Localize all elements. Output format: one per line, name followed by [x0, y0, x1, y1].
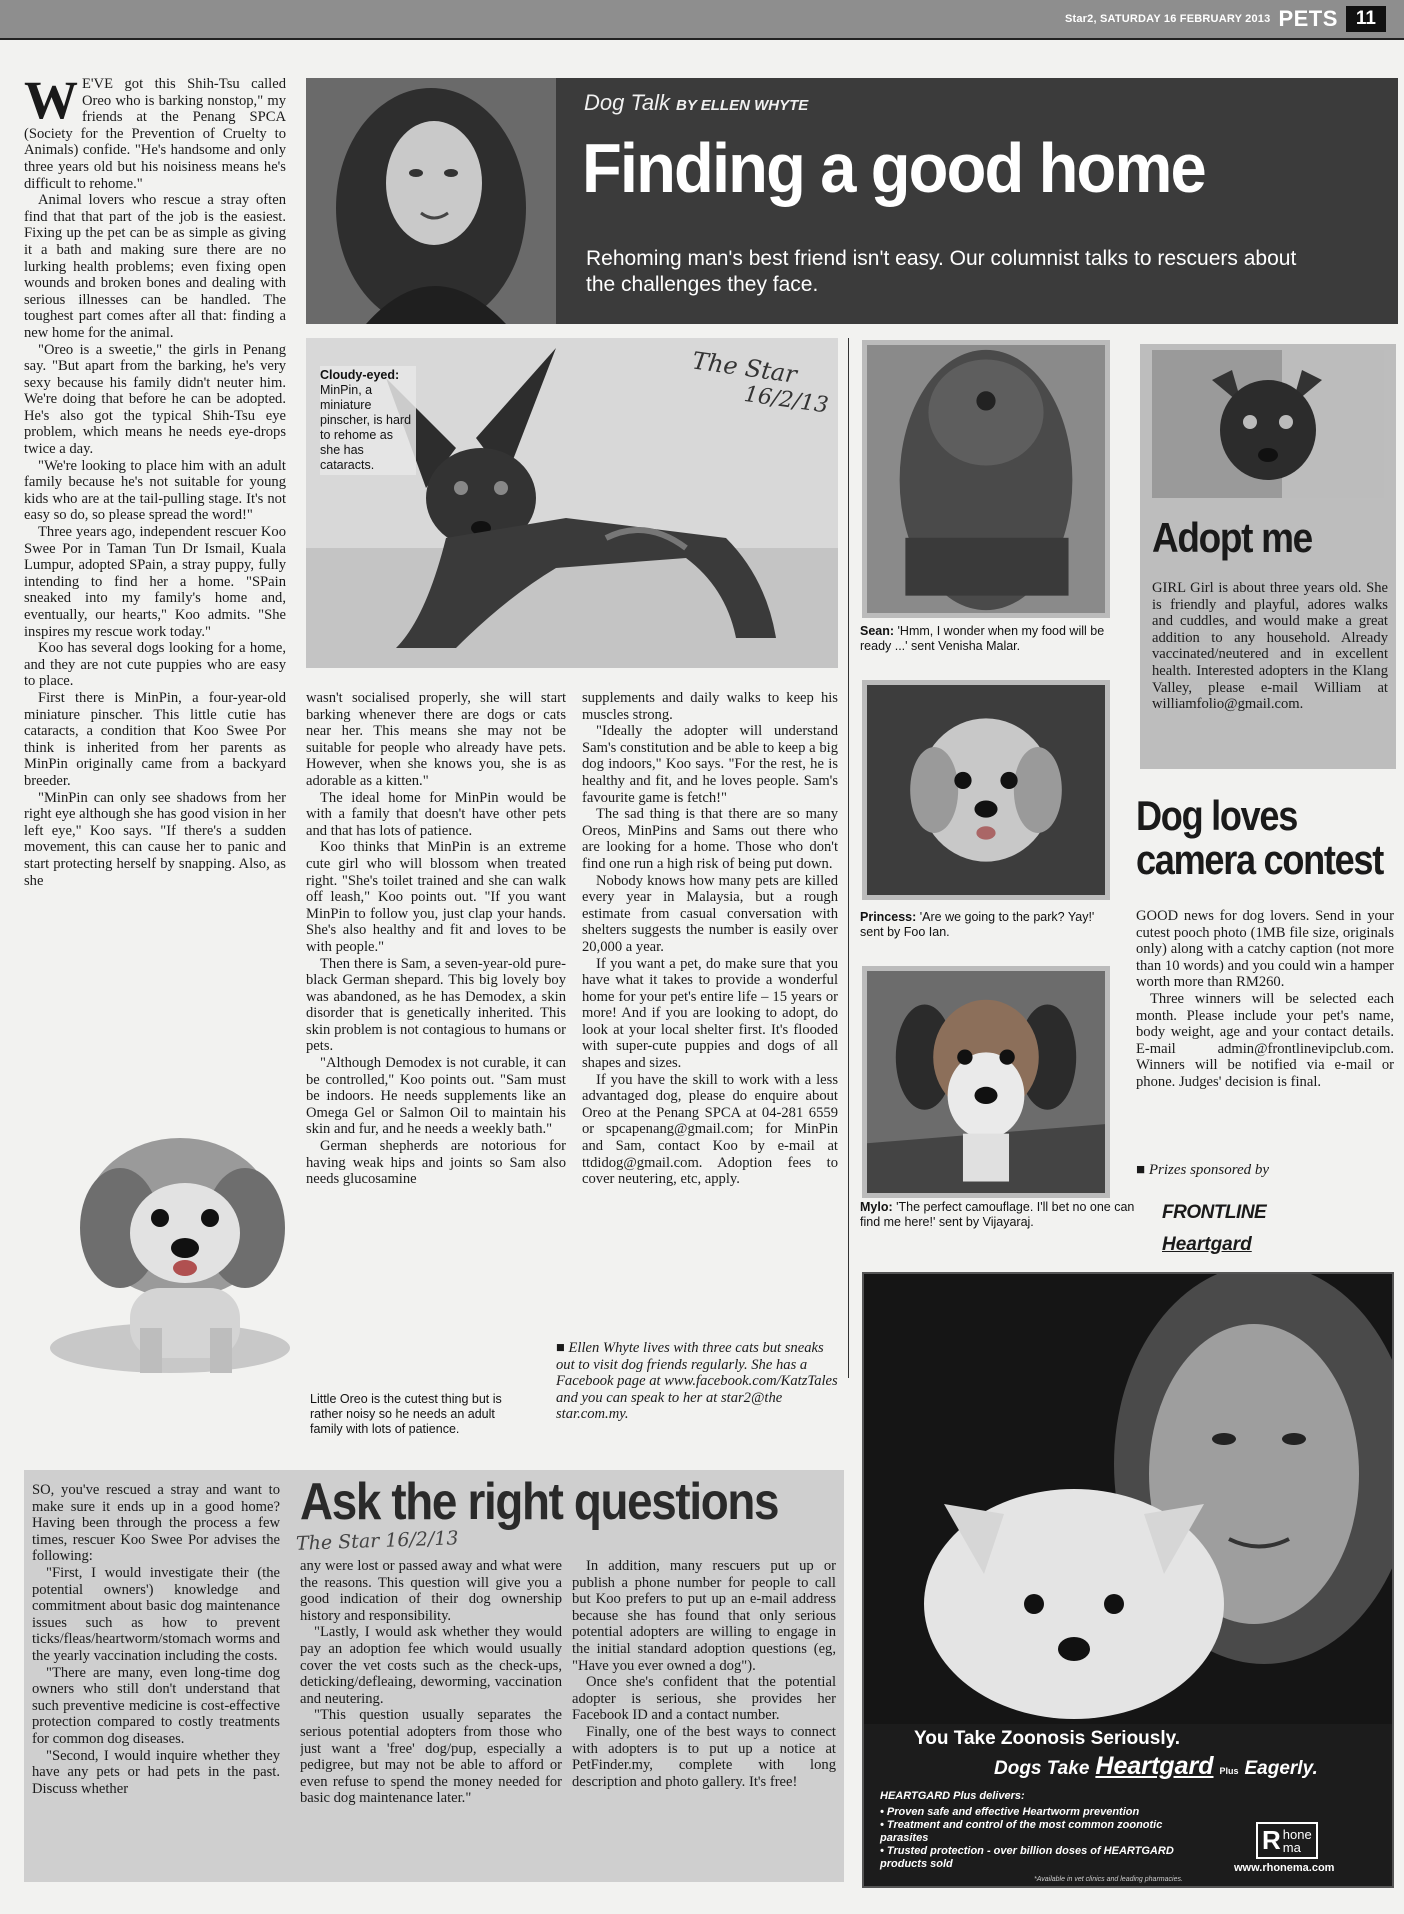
ad-tagline-2 — [994, 1752, 1318, 1781]
caption-lead: Mylo: — [860, 1200, 893, 1214]
article-paragraph: "We're looking to place him with an adult family because he's not suitable for young kids who are at the tail-pulling stage. It's not easy so do, so please spread the word!" — [24, 457, 286, 524]
bullet-icon: ■ — [1136, 1162, 1149, 1178]
heartgard-logo: Heartgard — [1162, 1234, 1252, 1255]
rhonema-logo — [1256, 1822, 1318, 1859]
caption-lead: Sean: — [860, 624, 895, 638]
columnist-photo — [306, 78, 556, 324]
sidebar-paragraph: "Lastly, I would ask whether they would pay an adoption fee which would usually cover the vet costs such as the check-ups, deticking/defleaing, deworming, vaccination and neutering. — [300, 1624, 562, 1707]
princess-caption — [860, 910, 1115, 940]
article-paragraph: "MinPin can only see shadows from her right eye although she has good vision in her left eye," Koo says. "If there's a sudden movement, this can cause her to panic and start protecting herself by snapping. Also, as she — [24, 789, 286, 889]
page-header-bar — [0, 0, 1404, 40]
caption-text: MinPin, a miniature pinscher, is hard to rehome as she has cataracts. — [320, 383, 412, 472]
sidebar-box — [24, 1470, 844, 1882]
contest-title-line: Dog loves — [1136, 792, 1298, 839]
ad-tagline-2b: Eagerly. — [1244, 1758, 1318, 1779]
ad-website: www.rhonema.com — [1234, 1862, 1335, 1874]
article-paragraph: First there is MinPin, a four-year-old miniature pinscher. This little cutie has cataracts, a condition that Koo Swee Por think is inherited from her parents as MinPin originally came from a backyard breeder. — [24, 689, 286, 789]
sidebar-headline: Ask the right questions — [300, 1473, 779, 1531]
ad-footnote: *Available in vet clinics and leading pharmacies. — [1034, 1876, 1183, 1883]
article-paragraph: "Oreo is a sweetie," the girls in Penang say. "But apart from the barking, he's very sexy because his family didn't neuter him. We're doing that before he can be adopted. He's also got the typical Shih-Tsu eye problem, which means he needs eye-drops twice a day. — [24, 341, 286, 458]
ad-bullet-text: Trusted protection - over billion doses of HEARTGARD products sold — [880, 1845, 1174, 1870]
frontline-logo: FRONTLINE — [1162, 1202, 1267, 1223]
article-paragraph: German shepherds are notorious for having weak hips and joints so Sam also needs glucosamine — [306, 1138, 566, 1188]
dateline: Star2, SATURDAY 16 FEBRUARY 2013 — [1064, 13, 1271, 25]
contest-paragraph: Three winners will be selected each month. Please include your pet's name, body weight, age and your contact details. E-mail admin@frontlinevipclub.com. Winners will be notified via e-mail or phone. Judges' decision is final. — [1136, 990, 1394, 1090]
ad-delivers: HEARTGARD Plus delivers: — [880, 1790, 1025, 1802]
sidebar-paragraph: any were lost or passed away and what were the reasons. This question will give you a good indication of their dog ownership history and responsibility. — [300, 1558, 562, 1624]
drop-cap: W — [24, 76, 78, 130]
contest-title-line: camera contest — [1136, 836, 1383, 883]
headline: Finding a good home — [582, 129, 1205, 207]
ad-tagline-1: You Take Zoonosis Seriously. — [914, 1728, 1181, 1749]
oreo-caption: Little Oreo is the cutest thing but is rather noisy so he needs an adult family with lots of patience. — [310, 1392, 502, 1436]
sidebar-column-3 — [572, 1558, 836, 1876]
sidebar-column-1 — [32, 1482, 280, 1876]
girl-photo — [1152, 350, 1384, 498]
mylo-caption — [860, 1200, 1138, 1230]
caption-text: 'The perfect camouflage. I'll bet no one can find me here!' sent by Vijayaraj. — [860, 1200, 1135, 1229]
article-paragraph: supplements and daily walks to keep his muscles strong. — [582, 690, 838, 723]
oreo-photo — [20, 1108, 292, 1383]
article-column-1 — [24, 76, 286, 1101]
author-bio — [556, 1340, 838, 1423]
heartgard-ad — [862, 1272, 1394, 1888]
ad-bullets — [880, 1806, 1210, 1871]
sidebar-paragraph: "First, I would investigate their (the potential owners') knowledge and commitment about basic dog maintenance issues such as how to prevent ticks/fleas/heartworm/stomach worms and the yearly vaccination including the costs. — [32, 1564, 280, 1664]
article-paragraph: Three years ago, independent rescuer Koo Swee Por in Taman Tun Dr Ismail, Kuala Lumpur, adopted SPain, a stray puppy, fully intending to find her a home. "SPain sneaked into my family's home and, eventually, our hearts," Koo admits. "She inspires my rescue work today." — [24, 524, 286, 640]
ad-bullet: • Treatment and control of the most common zoonotic parasites — [880, 1819, 1163, 1844]
handwritten-note-2: The Star 16/2/13 — [295, 1527, 459, 1555]
article-paragraph: E'VE got this Shih-Tsu called Oreo who is barking nonstop," my friends at the Penang SPCA (Society for the Prevention of Cruelty to Animals) confide. "He's handsome and only three years old but his noisiness means he's difficult to rehome." — [24, 76, 286, 192]
ad-brand-sub: Plus — [1219, 1766, 1239, 1776]
ad-bullet-text: Treatment and control of the most common zoonotic parasites — [880, 1819, 1163, 1844]
article-paragraph: Koo has several dogs looking for a home, and they are not cute puppies who are easy to place. — [24, 640, 286, 690]
article-paragraph: The sad thing is that there are so many Oreos, MinPins and Sams out there who are looking for a home. Those who don't find one run a high risk of being put down. — [582, 806, 838, 872]
ad-brand: Heartgard — [1095, 1752, 1214, 1780]
article-paragraph: "Although Demodex is not curable, it can be controlled," Koo points out. "Sam must be indoors. He needs supplements like an Omega Gel or Salmon Oil to maintain his skin and fur, and he needs a weekly bath." — [306, 1055, 566, 1138]
section-label: PETS — [1278, 6, 1338, 31]
contest-body — [1136, 908, 1394, 1148]
contest-title — [1136, 792, 1383, 883]
princess-photo — [862, 680, 1110, 900]
sean-photo — [862, 340, 1110, 618]
caption-text: 'Are we going to the park? Yay!' sent by Foo Ian. — [860, 910, 1095, 939]
ad-bullet: • Proven safe and effective Heartworm prevention — [880, 1806, 1140, 1818]
rhonema-logo-r: R — [1262, 1825, 1281, 1855]
kicker: Dog Talk — [584, 90, 671, 115]
ad-photo — [864, 1274, 1392, 1724]
article-paragraph: Nobody knows how many pets are killed every year in Malaysia, but a rough estimate from casual conversation with shelters suggests the number is easily over 20,000 a year. — [582, 872, 838, 955]
adopt-me-title: Adopt me — [1152, 514, 1312, 561]
page-number: 11 — [1346, 6, 1386, 32]
handwritten-line: The Star — [690, 346, 799, 389]
article-paragraph: If you have the skill to work with a less advantaged dog, please do enquire about Oreo at the Penang SPCA at 04-281 6559 or spcapenang@gmail.com; for MinPin and Sam, contact Koo by e-mail at ttdidog@gmail.com. Adoption fees to cover neutering, etc, apply. — [582, 1071, 838, 1188]
sidebar-paragraph: Once she's confident that the potential adopter is serious, she provides her Facebook ID and a contact number. — [572, 1674, 836, 1724]
caption-lead: Cloudy-eyed: — [320, 368, 400, 382]
ad-bullet-text: Proven safe and effective Heartworm prevention — [886, 1806, 1140, 1818]
sidebar-paragraph: "Second, I would inquire whether they have any pets or had pets in the past. Discuss whether — [32, 1747, 280, 1797]
article-paragraph: The ideal home for MinPin would be with a family that doesn't have other pets and that has lots of patience. — [306, 789, 566, 839]
rhonema-logo-line: ma — [1282, 1839, 1301, 1855]
rhonema-logo-text — [1283, 1828, 1312, 1854]
caption-text: 'Hmm, I wonder when my food will be ready ...' sent Venisha Malar. — [860, 624, 1105, 653]
bio-bullet: ■ — [556, 1340, 569, 1356]
ad-tagline-2a: Dogs Take — [994, 1758, 1090, 1779]
sidebar-paragraph: "There are many, even long-time dog owners who still don't understand that such preventive medicine is cost-effective protection compared to costly treatments for common dog diseases. — [32, 1664, 280, 1747]
article-paragraph: If you want a pet, do make sure that you have what it takes to provide a wonderful home for your pet's entire life – 15 years or more! And if you are looking to adopt, do look at your local shelter first. It's flooded with super-cute puppies and dogs of all shapes and sizes. — [582, 955, 838, 1072]
rhonema-logo-line: hone — [1282, 1826, 1312, 1842]
adopt-me-box — [1140, 344, 1396, 769]
article-column-3 — [582, 690, 838, 1320]
handwritten-line: 16/2/13 — [742, 381, 830, 419]
article-paragraph: Then there is Sam, a seven-year-old pure-black German shepard. This big lovely boy was abandoned, as he has Demodex, a skin disorder that is genetically inherited. This skin problem is not contagious to humans or pets. — [306, 955, 566, 1055]
sean-caption — [860, 624, 1115, 654]
sidebar-paragraph: SO, you've rescued a stray and want to make sure it ends up in a good home? Having been through the process a few times, rescuer Koo Swee Por advises the following: — [32, 1482, 280, 1565]
article-column-2 — [306, 690, 569, 1362]
article-paragraph: wasn't socialised properly, she will start barking whenever there are dogs or cats near her. This means she may not be suitable for people who already have pets. However, when she knows you, she is as adorable as a kitten." — [306, 690, 566, 789]
headline-banner — [306, 78, 1398, 324]
article-paragraph: Animal lovers who rescue a stray often find that that part of the job is the easiest. Fixing up the pet can be as simple as giving it a bath and making sure there are no lurking health problems; even fixing open wounds and broken bones and dealing with serious illnesses can be handled. The toughest part comes after all that: finding a new home for the animal. — [24, 192, 286, 341]
article-paragraph: "Ideally the adopter will understand Sam's constitution and be able to keep a big dog indoors," Koo says. "For the rest, he is healthy and fit, and he loves people. Sam's favourite game is fetch!" — [582, 723, 838, 806]
sponsor-label — [1136, 1162, 1269, 1179]
sponsor-label-text: Prizes sponsored by — [1148, 1162, 1270, 1178]
contest-paragraph: GOOD news for dog lovers. Send in your cutest pooch photo (1MB file size, originals only) along with a catchy caption (not more than 10 words) and you could win a hamper worth more than RM260. — [1136, 908, 1394, 991]
bio-text: Ellen Whyte lives with three cats but sneaks out to visit dog friends regularly. She has a Facebook page at www.facebook.com/KatzTales and you can speak to her at star2@the star.com.my. — [556, 1340, 838, 1423]
minpin-caption — [320, 366, 416, 475]
column-divider — [848, 338, 849, 1378]
mylo-photo — [862, 966, 1110, 1198]
sidebar-paragraph: In addition, many rescuers put up or publish a phone number for people to call but Koo prefers to put up an e-mail address because she has found that only serious potential adopters are willing to engage in the initial standard adoption questions (eg, "Have you ever owned a dog"). — [572, 1558, 836, 1674]
sidebar-column-2 — [300, 1558, 562, 1876]
sidebar-paragraph: "This question usually separates the serious potential adopters from those who just want a 'free' dog/pup, especially a pedigree, but may not be able to afford or even refuse to spend the money needed for basic dog maintenance later." — [300, 1707, 562, 1807]
caption-lead: Princess: — [860, 910, 917, 924]
sidebar-paragraph: Finally, one of the best ways to connect with adopters is to put up a notice at PetFinder.my, complete with long description and photo gallery. It's free! — [572, 1723, 836, 1790]
adopt-me-text: GIRL Girl is about three years old. She is friendly and playful, adores walks and cuddles, and would make a great addition to any household. Already vaccinated/neutered and in excellent health. Interested adopters in the Klang Valley, please e-mail William at williamfolio@gmail.com. — [1152, 580, 1388, 713]
article-paragraph: Koo thinks that MinPin is an extreme cute girl who will blossom when treated right. "She's toilet trained and she can walk off leash," Koo points out. "If you want MinPin to follow you, just clap your hands. She's also healthy and fit and loves to be with people." — [306, 839, 566, 955]
standfirst: Rehoming man's best friend isn't easy. Our columnist talks to rescuers about the challenges they face. — [586, 247, 1297, 296]
ad-bullet: • Trusted protection - over billion doses of HEARTGARD products sold — [880, 1845, 1174, 1870]
byline: BY ELLEN WHYTE — [676, 97, 809, 114]
